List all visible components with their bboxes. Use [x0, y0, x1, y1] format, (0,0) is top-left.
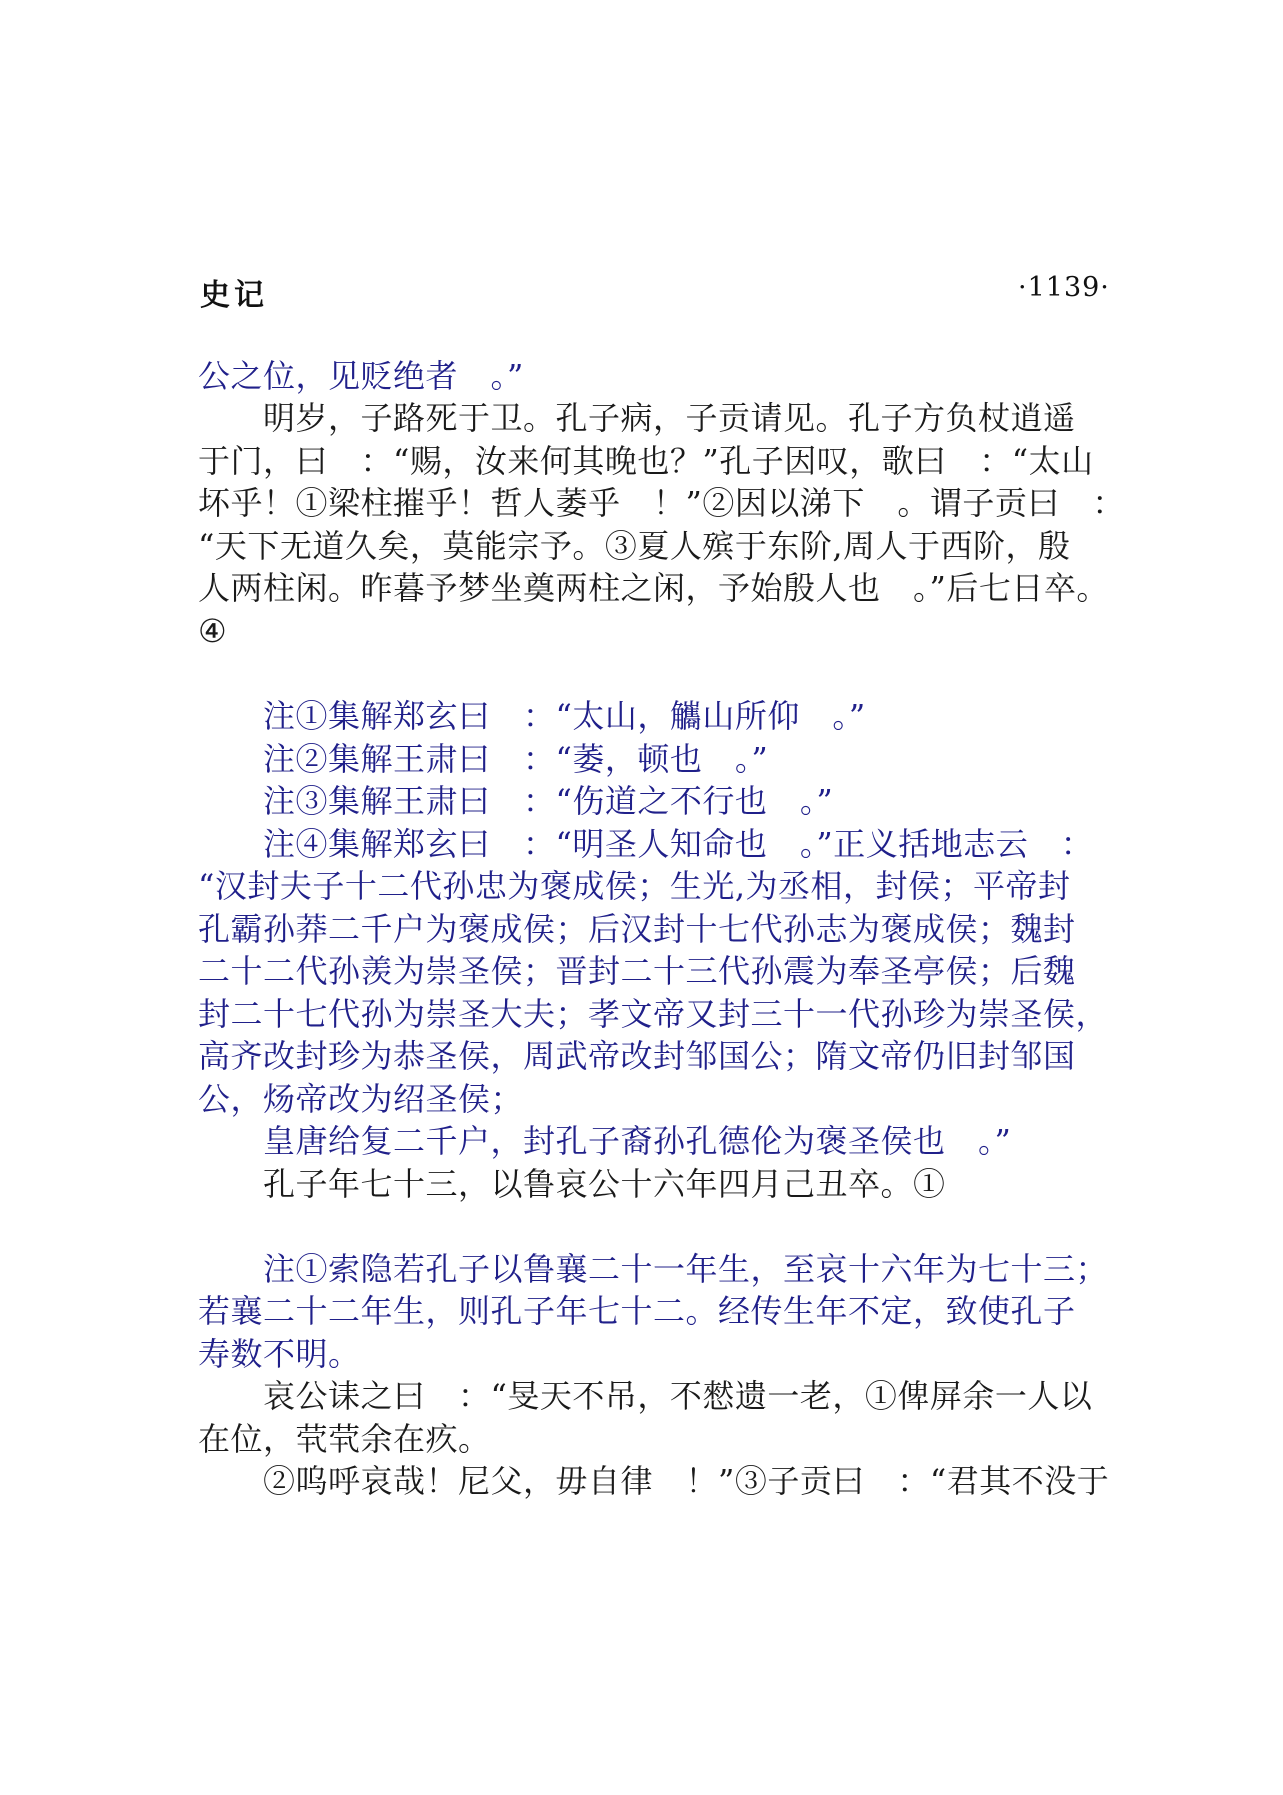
text-line: “天下无道久矣，莫能宗予。③夏人殡于东阶,周人于西阶，殷	[198, 527, 1071, 565]
book-title: 史记	[200, 278, 268, 313]
text-line: 公之位，见贬绝者 。”	[198, 357, 524, 395]
note-line: 二十二代孙羡为崇圣侯；晋封二十三代孙震为奉圣亭侯；后魏	[198, 952, 1076, 990]
note-line: “汉封夫子十二代孙忠为褒成侯；生光,为丞相，封侯；平帝封	[198, 867, 1071, 905]
text-line: 人两柱闲。昨暮予梦坐奠两柱之闲，予始殷人也 。”后七日卒。	[198, 569, 1109, 607]
note-line: 注①集解郑玄曰 ：“太山，觿山所仰 。”	[198, 697, 866, 735]
note-line: 注②集解王肃曰 ：“萎，顿也 。”	[198, 740, 769, 778]
note-line: 寿数不明。	[198, 1335, 361, 1373]
text-line: ④	[198, 612, 228, 650]
text-line: ②呜呼哀哉！尼父，毋自律 ！”③子贡曰 ：“君其不没于	[198, 1462, 1110, 1500]
text-line: 坏乎！①梁柱摧乎！哲人萎乎 ！”②因以涕下 。谓子贡曰 ：	[198, 484, 1125, 522]
note-line: 孔霸孙莽二千户为褒成侯；后汉封十七代孙志为褒成侯；魏封	[198, 910, 1076, 948]
note-line: 注①索隐若孔子以鲁襄二十一年生，至哀十六年为七十三；	[198, 1250, 1109, 1288]
page-number: ·1139·	[1018, 272, 1110, 303]
note-line: 皇唐给复二千户，封孔子裔孙孔德伦为褒圣侯也 。”	[198, 1122, 1012, 1160]
note-line: 高齐改封珍为恭圣侯，周武帝改封邹国公；隋文帝仍旧封邹国	[198, 1037, 1076, 1075]
text-line: 明岁，子路死于卫。孔子病，子贡请见。孔子方负杖逍遥	[198, 399, 1076, 437]
text-line: 孔子年七十三，以鲁哀公十六年四月己丑卒。①	[198, 1165, 946, 1203]
note-line: 注④集解郑玄曰 ：“明圣人知命也 。”正义括地志云 ：	[198, 825, 1094, 863]
note-line: 注③集解王肃曰 ：“伤道之不行也 。”	[198, 782, 834, 820]
text-line: 哀公诔之曰 ：“旻天不吊，不憖遗一老，①俾屏余一人以	[198, 1377, 1093, 1415]
note-line: 封二十七代孙为崇圣大夫；孝文帝又封三十一代孙珍为崇圣侯，	[198, 995, 1109, 1033]
note-line: 若襄二十二年生，则孔子年七十二。经传生年不定，致使孔子	[198, 1292, 1076, 1330]
note-line: 公，炀帝改为绍圣侯；	[198, 1080, 524, 1118]
text-line: 在位，茕茕余在疚。	[198, 1420, 491, 1458]
text-line: 于门，曰 ：“赐，汝来何其晚也？”孔子因叹，歌曰 ：“太山	[198, 442, 1094, 480]
